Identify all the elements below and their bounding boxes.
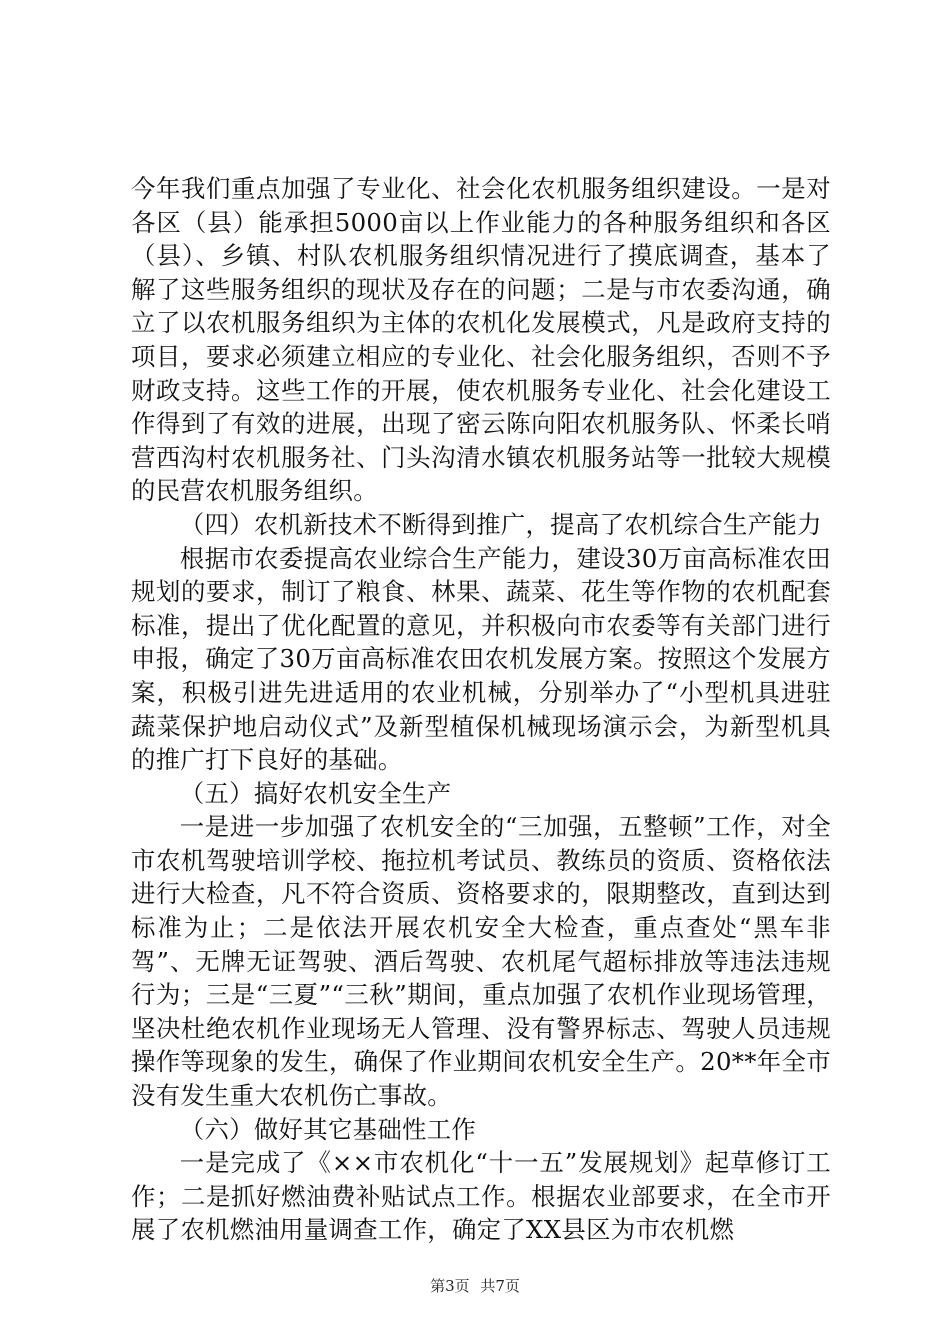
section-heading-safety-production: （五）搞好农机安全生产 — [179, 778, 452, 808]
paragraph-new-technology: 根据市农委提高农业综合生产能力，建设30万亩高标准农田规划的要求，制订了粮食、林果、蔬菜、花生等作物的农机配套标准，提出了优化配置的意见，并积极向市农委等有关部门进行申报，确定了30万亩高标准农田农机发展方案。按照这个发展方案，积极引进先进适用的农业机械，分别举办了“小型机具进驻蔬菜保护地启动仪式”及新型植保机械现场演示会，为新型机具的推广打下良好的基础。 — [131, 543, 831, 775]
section-heading-basic-work: （六）做好其它基础性工作 — [179, 1114, 477, 1144]
page-footer — [0, 1276, 950, 1296]
document-body — [131, 172, 831, 1247]
section-heading-new-technology: （四）农机新技术不断得到推广，提高了农机综合生产能力 — [179, 509, 822, 539]
paragraph-service-organizations: 今年我们重点加强了专业化、社会化农机服务组织建设。一是对各区（县）能承担5000亩以上作业能力的各种服务组织和各区（县）、乡镇、村队农机服务组织情况进行了摸底调查，基本了解了这些服务组织的现状及存在的问题；二是与市农委沟通，确立了以农机服务组织为主体的农机化发展模式，凡是政府支持的项目，要求必须建立相应的专业化、社会化服务组织，否则不予财政支持。这些工作的开展，使农机服务专业化、社会化建设工作得到了有效的进展，出现了密云陈向阳农机服务队、怀柔长哨营西沟村农机服务社、门头沟清水镇农机服务站等一批较大规模的民营农机服务组织。 — [131, 174, 831, 506]
page-total: 共7页 — [480, 1277, 520, 1295]
paragraph-basic-work: 一是完成了《××市农机化“十一五”发展规划》起草修订工作；二是抓好燃油费补贴试点工作。根据农业部要求，在全市开展了农机燃油用量调查工作，确定了XX县区为市农机燃 — [131, 1148, 831, 1245]
page-number: 第3页 — [430, 1277, 470, 1295]
paragraph-safety-production: 一是进一步加强了农机安全的“三加强，五整顿”工作，对全市农机驾驶培训学校、拖拉机考试员、教练员的资质、资格依法进行大检查，凡不符合资质、资格要求的，限期整改，直到达到标准为止；二是依法开展农机安全大检查，重点查处“黑车非驾”、无牌无证驾驶、酒后驾驶、农机尾气超标排放等违法违规行为；三是“三夏”“三秋”期间，重点加强了农机作业现场管理，坚决杜绝农机作业现场无人管理、没有警界标志、驾驶人员违规操作等现象的发生，确保了作业期间农机安全生产。20**年全市没有发生重大农机伤亡事故。 — [131, 812, 831, 1111]
